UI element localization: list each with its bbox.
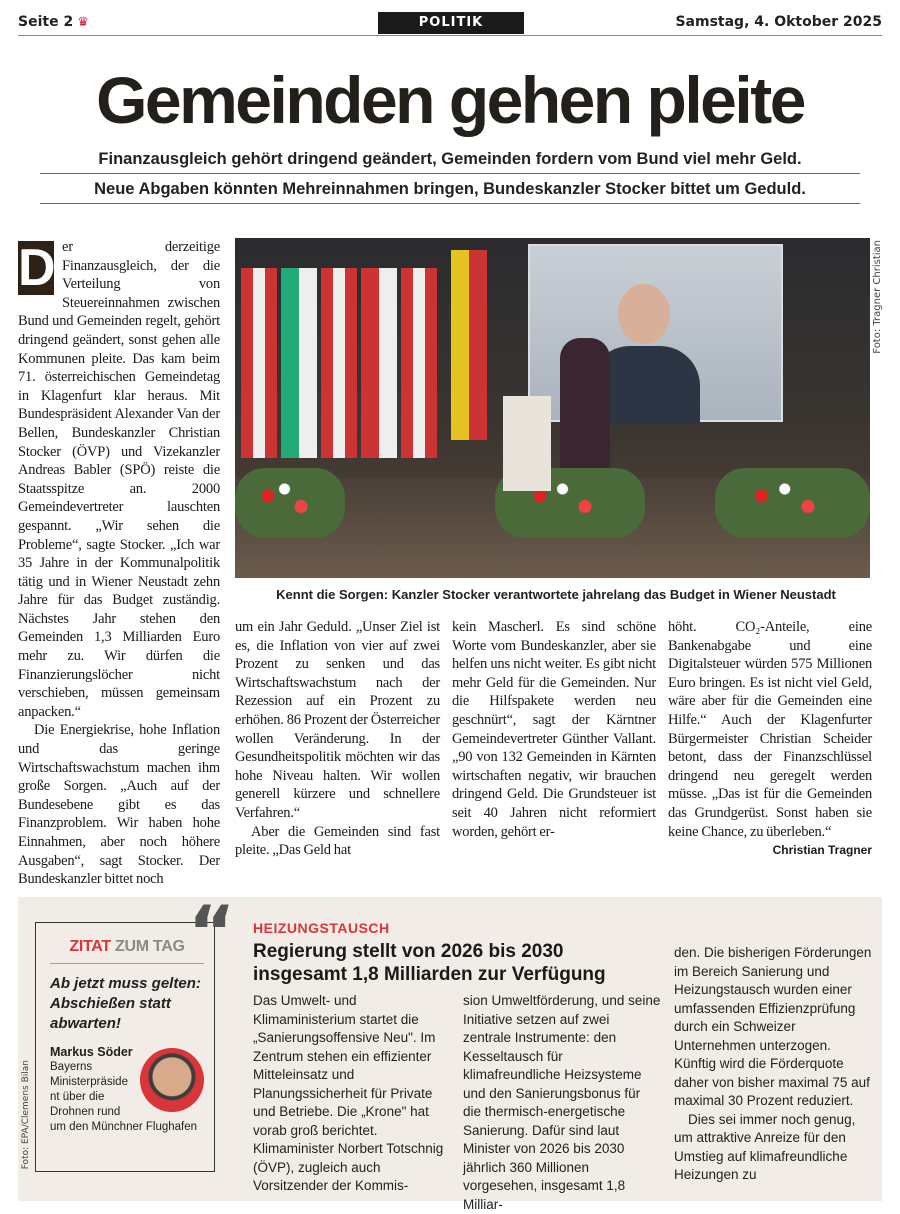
flag <box>361 268 397 458</box>
author-byline: Christian Tragner <box>772 843 872 858</box>
quote-title-grey: ZUM TAG <box>115 938 185 955</box>
flag <box>401 268 437 458</box>
paragraph: kein Mascherl. Es sind schöne Worte vom Bundeskanzler, aber sie helfen uns nicht weiter. Es gibt nicht mehr Geld für die Gemeinden. Nur die Hilfspakete werden neu geschnürt“, sagt der Kärntner Gemeindevertreter Günther Vallant. „90 von 132 Gemeinden in Kärnten wirtschaften negativ, wir brauchen dringend Geld. Die Grundsteuer ist seit 40 Jahren nicht reformiert worden, gehört er- <box>452 619 656 840</box>
sidebar-kicker: HEIZUNGSTAUSCH <box>253 920 390 936</box>
avatar <box>140 1048 204 1112</box>
quote-title-red: ZITAT <box>69 938 111 955</box>
photo-credit: Foto: Tragner Christian <box>872 240 883 354</box>
subheadline-1: Finanzausgleich gehört dringend geändert, Gemeinden fordern vom Bund viel mehr Geld. <box>40 150 860 174</box>
paragraph: Aber die Gemeinden sind fast pleite. „Das Geld hat <box>235 823 440 859</box>
article-column-1 <box>18 238 220 889</box>
paragraph: um ein Jahr Geduld. „Unser Ziel ist es, die Inflation von vier auf zwei Prozent zu senken und das Wirtschaftswachstum nach der Rezession auf ein Prozent zu erhöhen. 86 Prozent der Österreicher wollen Veränderung. In der Gesundheitspolitik möchten wir das hohe Niveau halten. Wir wollen generell kürzere und schnellere Verfahren.“ <box>235 619 440 821</box>
paragraph: sion Umweltförderung, und seine Initiative setzen auf zwei zentrale Instrumente: den Kesseltausch für klimafreundliche Heizsysteme und den Sanierungsbonus für die thermisch-energetische Sanierung. Dafür sind laut Minister von 2026 bis 2030 jährlich 360 Millionen vorgesehen, insgesamt 1,8 Milliar- <box>463 993 661 1212</box>
quote-author: Markus Söder <box>50 1045 133 1059</box>
paragraph: Das Umwelt- und Klimaministerium startet die „Sanierungsoffensive Neu". Im Zentrum stehen ein effizienter Mitteleinsatz und Planungssicherheit für Private und Betriebe. Die „Krone" hat vorab groß berichtet. Klimaminister Norbert Totschnig (ÖVP), zugleich auch Vorsitzender der Kommis- <box>253 993 444 1193</box>
sidebar-column-2 <box>463 992 661 1214</box>
page-header <box>18 12 882 36</box>
sidebar-column-1 <box>253 992 453 1196</box>
section-label: POLITIK <box>378 12 524 34</box>
article-photo <box>235 238 870 578</box>
quote-title <box>50 937 204 957</box>
paragraph: Die Energiekrise, hohe Inflation und das geringe Wirtschaftswachstum machen ihm große Sorgen. „Auch auf der Bundesebene gibt es das Finanzproblem. Wir haben hohe Einnahmen, aber noch höhere Ausgaben“, sagt Stocker. Der Bundeskanzler bittet noch <box>18 722 220 888</box>
issue-date: Samstag, 4. Oktober 2025 <box>675 14 882 30</box>
sidebar-headline: Regierung stellt von 2026 bis 2030 insgesamt 1,8 Milliarden zur Verfügung <box>253 941 606 985</box>
quote-text: Ab jetzt muss gelten: Abschießen statt abwarten! <box>50 975 201 1032</box>
flower-arrangement <box>235 468 345 538</box>
divider <box>50 963 204 964</box>
paragraph: Dies sei immer noch genug, um attraktive Anreize für den Umstieg auf klimafreundliche Heizungen zu <box>674 1111 856 1182</box>
photo-caption: Kennt die Sorgen: Kanzler Stocker verantwortete jahrelang das Budget in Wiener Neustadt <box>276 587 836 602</box>
quote-mark-icon: “ <box>188 890 236 974</box>
article-column-3 <box>452 618 656 841</box>
sidebar-column-3 <box>674 944 874 1185</box>
flag <box>281 268 317 458</box>
flag <box>241 268 277 458</box>
flag <box>321 268 357 458</box>
article-column-4 <box>668 618 872 857</box>
quote-person <box>50 1044 204 1135</box>
page-number-text: Seite 2 <box>18 14 74 30</box>
page-number <box>18 14 89 30</box>
podium <box>503 396 551 491</box>
speaker <box>560 338 610 468</box>
flower-arrangement <box>715 468 870 538</box>
paragraph: den. Die bisherigen Förderungen im Bereich Sanierung und Heizungstausch wurden einer umfassenden Effizienzprüfung durch ein Schweizer Unternehmen unterzogen. Künftig wird die Förderquote daher von bisher maximal 75 auf maximal 30 Prozent reduziert. <box>674 945 872 1108</box>
headline: Gemeinden gehen pleite <box>96 63 804 137</box>
subheadline-2: Neue Abgaben könnten Mehreinnahmen bringen, Bundeskanzler Stocker bittet um Geduld. <box>40 180 860 204</box>
article-column-2 <box>235 618 440 860</box>
photo-credit: Foto: EPA/Clemens Bilan <box>21 1060 31 1170</box>
drop-cap: D <box>18 239 56 297</box>
quote-author-description: Bayerns Ministerpräsident über die Drohnen rund um den Münchner Flughafen <box>50 1061 198 1133</box>
crown-icon: ♛ <box>77 15 89 30</box>
paragraph: er derzeitige Finanzausgleich, der die Verteilung von Steuereinnahmen zwischen Bund und Gemeinden regelt, gehört dringend geändert, sonst gehen alle Kommunen pleite. Das kam beim 71. österreichischen Gemeindetag in Klagenfurt klar heraus. Mit Bundespräsident Alexander Van der Bellen, Bundeskanzler Christian Stocker (ÖVP) und Vizekanzler Andreas Babler (SPÖ) reiste die Staatsspitze an. 2000 Gemeindevertreter lauschten gespannt. „Wir sehen die Probleme“, sagte Stocker. „Ich war 35 Jahre in der Kommunalpolitik tätig und in Wiener Neustadt zehn Jahre für das Budget zuständig. Nächstes Jahr stehen den Gemeinden 1,3 Milliarden Euro mehr zu. Wir dürfen die Finanzierungslöcher nicht verschieben, müssen gemeinsam anpacken.“ <box>18 239 220 720</box>
paragraph: höht. CO₂-Anteile, eine Bankenabgabe und eine Digitalsteuer würden 575 Millionen Euro bringen. Es ist nicht viel Geld, wäre aber für die Gemeinden eine Hilfe.“ Auch der Klagenfurter Bürgermeister Christian Scheider betont, dass der Finanzschlüssel dringend neu geregelt werden müsse. „Das ist für die Gemeinden das Grundgerüst. Sonst haben sie keine Chance, zu überleben.“ <box>668 619 872 840</box>
flag <box>451 250 487 440</box>
